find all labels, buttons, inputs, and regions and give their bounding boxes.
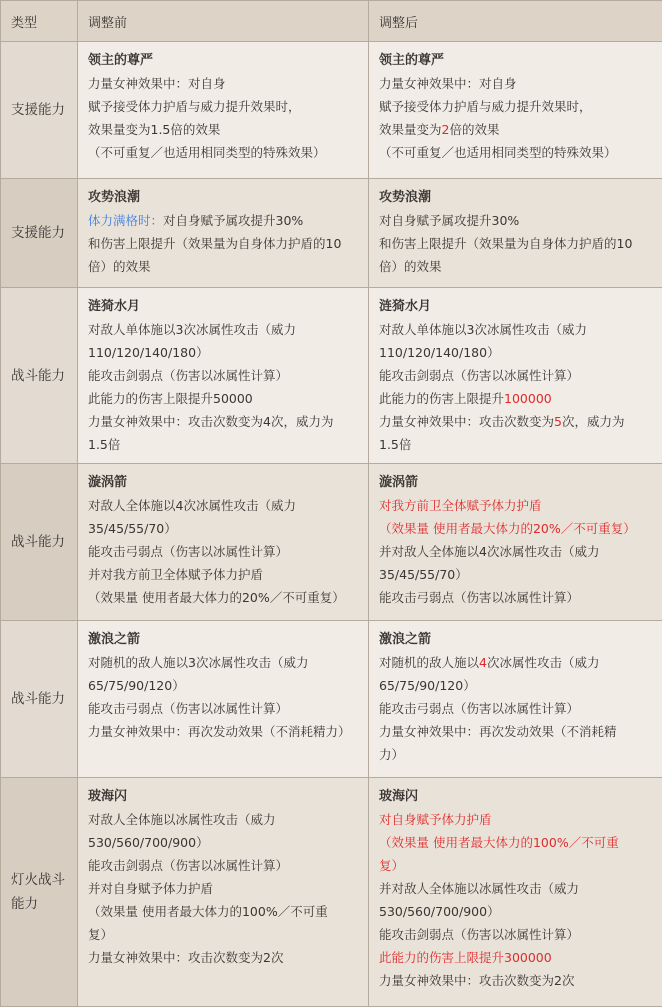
text-segment: 对敌人单体施以3次冰属性攻击（威力 <box>379 322 587 337</box>
header-before: 调整前 <box>78 1 369 42</box>
text-segment: 激浪之箭 <box>88 632 140 647</box>
text-segment: 领主的尊严 <box>88 53 153 68</box>
changed-text: 对我方前卫全体赋予体力护盾 <box>379 498 542 513</box>
text-segment: 和伤害上限提升（效果量为自身体力护盾的10 <box>88 236 341 251</box>
text-segment: （效果量 使用者最大体力的20%／不可重复） <box>88 590 345 605</box>
description-line <box>379 341 656 364</box>
text-segment: 力量女神效果中：攻击次数变为 <box>379 414 554 429</box>
description-line <box>379 318 656 341</box>
text-segment: 能攻击剑弱点（伤害以冰属性计算） <box>379 368 579 383</box>
changed-text: 4 <box>479 655 487 670</box>
table-row <box>1 464 662 621</box>
description-line <box>379 743 656 766</box>
changed-text: 2 <box>442 122 450 137</box>
text-segment: 并对敌人全体施以冰属性攻击（威力 <box>379 881 579 896</box>
text-segment: 漩涡箭 <box>379 475 418 490</box>
row-type-cell <box>1 179 78 288</box>
row-type-label: 灯火战斗能力 <box>11 868 67 916</box>
text-segment: 力量女神效果中：对自身 <box>379 76 517 91</box>
description-line <box>379 720 656 743</box>
description-line <box>88 232 362 255</box>
header-row <box>1 1 662 42</box>
row-type-cell <box>1 621 78 778</box>
description-line <box>88 494 362 517</box>
before-cell <box>78 778 369 1007</box>
skill-name <box>379 784 656 808</box>
description-line <box>88 410 362 433</box>
text-segment: 35/45/55/70） <box>379 567 468 582</box>
text-segment: 次，威力为 <box>562 414 625 429</box>
description-line <box>379 540 656 563</box>
skill-name <box>379 185 656 209</box>
text-segment: 力量女神效果中：再次发动效果（不消耗精 <box>379 724 617 739</box>
description-line <box>379 808 656 831</box>
row-type-cell <box>1 464 78 621</box>
text-segment: 领主的尊严 <box>379 53 444 68</box>
row-type-label: 战斗能力 <box>11 368 65 384</box>
text-segment: （不可重复／也适用相同类型的特殊效果） <box>379 145 617 160</box>
text-segment: 和伤害上限提升（效果量为自身体力护盾的10 <box>379 236 632 251</box>
row-type-label: 支援能力 <box>11 225 65 241</box>
text-segment: 能攻击弓弱点（伤害以冰属性计算） <box>379 701 579 716</box>
text-segment: 涟猗水月 <box>88 299 140 314</box>
changed-text: 此能力的伤害上限提升300000 <box>379 950 552 965</box>
description-line <box>88 651 362 674</box>
text-segment: 35/45/55/70） <box>88 521 177 536</box>
description-line <box>379 674 656 697</box>
description-line <box>379 494 656 517</box>
text-segment: （不可重复／也适用相同类型的特殊效果） <box>88 145 326 160</box>
text-segment: 次冰属性攻击（威力 <box>487 655 600 670</box>
description-line <box>379 586 656 609</box>
text-segment: 力量女神效果中：对自身 <box>88 76 226 91</box>
text-segment: 对敌人全体施以冰属性攻击（威力 <box>88 812 276 827</box>
changed-text: 复） <box>379 858 404 873</box>
text-segment: 此能力的伤害上限提升50000 <box>88 391 253 406</box>
changed-text: 对自身赋予体力护盾 <box>379 812 492 827</box>
description-line <box>88 900 362 923</box>
text-segment: 530/560/700/900） <box>379 904 500 919</box>
row-type-cell <box>1 288 78 464</box>
text-segment: 攻势浪潮 <box>88 190 140 205</box>
text-segment: 力量女神效果中：再次发动效果（不消耗精力） <box>88 724 351 739</box>
description-line <box>88 540 362 563</box>
description-line <box>88 808 362 831</box>
text-segment: 对自身赋予属攻提升30% <box>163 213 303 228</box>
text-segment: 复） <box>88 927 113 942</box>
description-line <box>379 854 656 877</box>
description-line <box>88 586 362 609</box>
text-segment: 对随机的敌人施以3次冰属性攻击（威力 <box>88 655 308 670</box>
description-line <box>379 232 656 255</box>
skill-name <box>379 627 656 651</box>
description-line <box>88 318 362 341</box>
text-segment: 能攻击弓弱点（伤害以冰属性计算） <box>88 701 288 716</box>
after-cell <box>369 42 662 179</box>
description-line <box>379 946 656 969</box>
row-type-cell <box>1 42 78 179</box>
description-line <box>379 209 656 232</box>
row-type-label: 战斗能力 <box>11 691 65 707</box>
before-cell <box>78 464 369 621</box>
row-type-cell <box>1 778 78 1007</box>
description-line <box>379 387 656 410</box>
text-segment: 攻势浪潮 <box>379 190 431 205</box>
description-line <box>88 674 362 697</box>
description-line <box>379 118 656 141</box>
description-line <box>379 923 656 946</box>
before-cell <box>78 621 369 778</box>
table-row <box>1 621 662 778</box>
text-segment: 能攻击弓弱点（伤害以冰属性计算） <box>379 590 579 605</box>
description-line <box>88 697 362 720</box>
description-line <box>88 72 362 95</box>
description-line <box>88 364 362 387</box>
description-line <box>379 969 656 992</box>
description-line <box>379 141 656 164</box>
condition-text: 体力满格时： <box>88 213 163 228</box>
text-segment: 力量女神效果中：攻击次数变为4次，威力为 <box>88 414 333 429</box>
row-type-label: 战斗能力 <box>11 534 65 550</box>
text-segment: 能攻击剑弱点（伤害以冰属性计算） <box>88 858 288 873</box>
text-segment: 倍）的效果 <box>379 259 442 274</box>
description-line <box>88 433 362 456</box>
text-segment: 能攻击剑弱点（伤害以冰属性计算） <box>88 368 288 383</box>
after-cell <box>369 288 662 464</box>
before-cell <box>78 179 369 288</box>
skill-name <box>88 470 362 494</box>
description-line <box>88 923 362 946</box>
skill-name <box>379 48 656 72</box>
text-segment: 涟猗水月 <box>379 299 431 314</box>
description-line <box>88 341 362 364</box>
text-segment: （效果量 使用者最大体力的100%／不可重 <box>88 904 328 919</box>
after-cell <box>369 778 662 1007</box>
text-segment: 并对我方前卫全体赋予体力护盾 <box>88 567 263 582</box>
text-segment: 1.5倍 <box>88 437 120 452</box>
description-line <box>88 141 362 164</box>
text-segment: 110/120/140/180） <box>88 345 209 360</box>
text-segment: 倍）的效果 <box>88 259 151 274</box>
text-segment: 并对敌人全体施以4次冰属性攻击（威力 <box>379 544 599 559</box>
text-segment: 力量女神效果中：攻击次数变为2次 <box>88 950 283 965</box>
text-segment: 530/560/700/900） <box>88 835 209 850</box>
description-line <box>88 517 362 540</box>
changed-text: （效果量 使用者最大体力的100%／不可重 <box>379 835 619 850</box>
text-segment: 赋予接受体力护盾与威力提升效果时， <box>88 99 301 114</box>
text-segment: 对敌人单体施以3次冰属性攻击（威力 <box>88 322 296 337</box>
text-segment: 玻海闪 <box>379 789 418 804</box>
description-line <box>88 946 362 969</box>
text-segment: 效果量变为 <box>379 122 442 137</box>
text-segment: 此能力的伤害上限提升 <box>379 391 504 406</box>
description-line <box>379 255 656 278</box>
changed-text: （效果量 使用者最大体力的20%／不可重复） <box>379 521 636 536</box>
description-line <box>88 563 362 586</box>
description-line <box>379 877 656 900</box>
text-segment: 倍的效果 <box>449 122 499 137</box>
description-line <box>379 517 656 540</box>
description-line <box>88 95 362 118</box>
text-segment: 力） <box>379 747 404 762</box>
skill-name <box>88 627 362 651</box>
header-after: 调整后 <box>369 1 662 42</box>
after-cell <box>369 621 662 778</box>
description-line <box>379 697 656 720</box>
skill-name <box>379 470 656 494</box>
text-segment: 能攻击弓弱点（伤害以冰属性计算） <box>88 544 288 559</box>
text-segment: 力量女神效果中：攻击次数变为2次 <box>379 973 574 988</box>
changed-text: 100000 <box>504 391 552 406</box>
text-segment: 能攻击剑弱点（伤害以冰属性计算） <box>379 927 579 942</box>
description-line <box>88 831 362 854</box>
description-line <box>379 410 656 433</box>
text-segment: 赋予接受体力护盾与威力提升效果时， <box>379 99 592 114</box>
text-segment: 玻海闪 <box>88 789 127 804</box>
text-segment: 并对自身赋予体力护盾 <box>88 881 213 896</box>
description-line <box>379 563 656 586</box>
description-line <box>88 854 362 877</box>
description-line <box>379 900 656 923</box>
before-cell <box>78 42 369 179</box>
text-segment: 漩涡箭 <box>88 475 127 490</box>
skill-name <box>379 294 656 318</box>
description-line <box>379 651 656 674</box>
text-segment: 对随机的敌人施以 <box>379 655 479 670</box>
table-row <box>1 288 662 464</box>
row-type-label: 支援能力 <box>11 102 65 118</box>
text-segment: 效果量变为1.5倍的效果 <box>88 122 220 137</box>
text-segment: 1.5倍 <box>379 437 411 452</box>
skill-name <box>88 48 362 72</box>
table-row <box>1 179 662 288</box>
text-segment: 对自身赋予属攻提升30% <box>379 213 519 228</box>
description-line <box>88 209 362 232</box>
before-cell <box>78 288 369 464</box>
description-line <box>379 831 656 854</box>
text-segment: 对敌人全体施以4次冰属性攻击（威力 <box>88 498 296 513</box>
after-cell <box>369 464 662 621</box>
text-segment: 65/75/90/120） <box>379 678 476 693</box>
description-line <box>88 877 362 900</box>
after-cell <box>369 179 662 288</box>
description-line <box>379 364 656 387</box>
table-row <box>1 778 662 1007</box>
skill-name <box>88 185 362 209</box>
table-row <box>1 42 662 179</box>
skill-name <box>88 294 362 318</box>
text-segment: 激浪之箭 <box>379 632 431 647</box>
description-line <box>88 255 362 278</box>
changed-text: 5 <box>554 414 562 429</box>
description-line <box>88 118 362 141</box>
description-line <box>88 720 362 743</box>
text-segment: 110/120/140/180） <box>379 345 500 360</box>
description-line <box>379 72 656 95</box>
description-line <box>88 387 362 410</box>
header-type: 类型 <box>1 1 78 42</box>
description-line <box>379 433 656 456</box>
text-segment: 65/75/90/120） <box>88 678 185 693</box>
description-line <box>379 95 656 118</box>
skill-name <box>88 784 362 808</box>
